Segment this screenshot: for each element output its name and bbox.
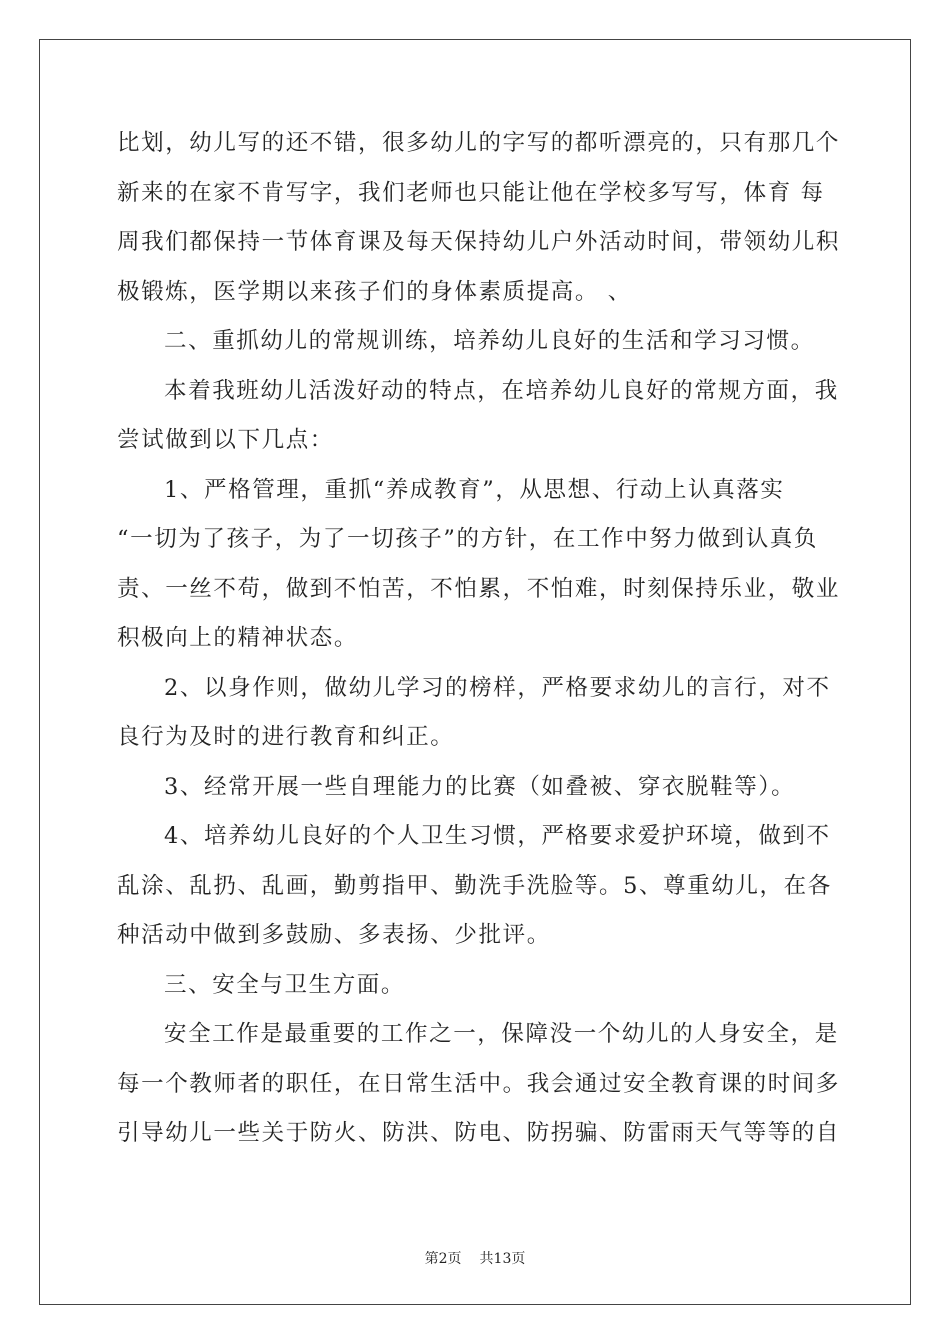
text-line: 安全工作是最重要的工作之一，保障没一个幼儿的人身安全，是 [164,1021,839,1047]
page-number: 第2页 [424,1251,462,1267]
text-line: 周我们都保持一节体育课及每天保持幼儿户外活动时间，带领幼儿积 [117,229,841,255]
text-line: 每一个教师者的职任，在日常生活中。我会通过安全教育课的时间多 [117,1070,841,1097]
text-line: 尝试做到以下几点： [117,427,334,453]
text-line: 积极向上的精神状态。 [117,625,359,651]
paragraph [117,664,837,763]
paragraph [117,1010,841,1159]
text-line: 2、以身作则，做幼儿学习的榜样，严格要求幼儿的言行，对不 [164,674,831,701]
paragraph [117,812,837,961]
paragraph [117,961,837,1011]
text-line: 本着我班幼儿活泼好动的特点，在培养幼儿良好的常规方面，我 [164,377,839,404]
text-line: 引导幼儿一些关于防火、防洪、防电、防拐骗、防雷雨天气等等的自 [117,1120,841,1146]
paragraph [117,763,837,813]
page-total: 共13页 [479,1251,526,1267]
paragraph [117,466,841,664]
document-body [117,119,841,1159]
paragraph [117,317,837,367]
text-line: 责、一丝不苟，做到不怕苦，不怕累，不怕难，时刻保持乐业，敬业 [117,575,841,602]
paragraph [117,367,837,466]
text-line: 4、培养幼儿良好的个人卫生习惯，严格要求爱护环境，做到不 [164,823,831,849]
text-line: 极锻炼，医学期以来孩子们的身体素质提高。 、 [117,278,632,305]
text-line: “一切为了孩子，为了一切孩子”的方针，在工作中努力做到认真负 [117,526,819,552]
text-line: 种活动中做到多鼓励、多表扬、少批评。 [117,922,551,948]
text-line: 良行为及时的进行教育和纠正。 [117,724,455,750]
paragraph [117,119,841,317]
text-line: 3、经常开展一些自理能力的比赛（如叠被、穿衣脱鞋等）。 [164,773,796,800]
text-line: 乱涂、乱扔、乱画，勤剪指甲、勤洗手洗脸等。5、尊重幼儿，在各 [117,872,832,899]
page-footer [0,1248,950,1268]
text-line: 比划，幼儿写的还不错，很多幼儿的字写的都听漂亮的，只有那几个 [117,130,841,156]
section-heading: 三、安全与卫生方面。 [164,971,406,998]
text-line: 1、严格管理，重抓“养成教育”，从思想、行动上认真落实 [164,476,785,503]
section-heading: 二、重抓幼儿的常规训练，培养幼儿良好的生活和学习习惯。 [164,328,815,354]
text-line: 新来的在家不肯写字，我们老师也只能让他在学校多写写，体育 每 [117,179,825,206]
